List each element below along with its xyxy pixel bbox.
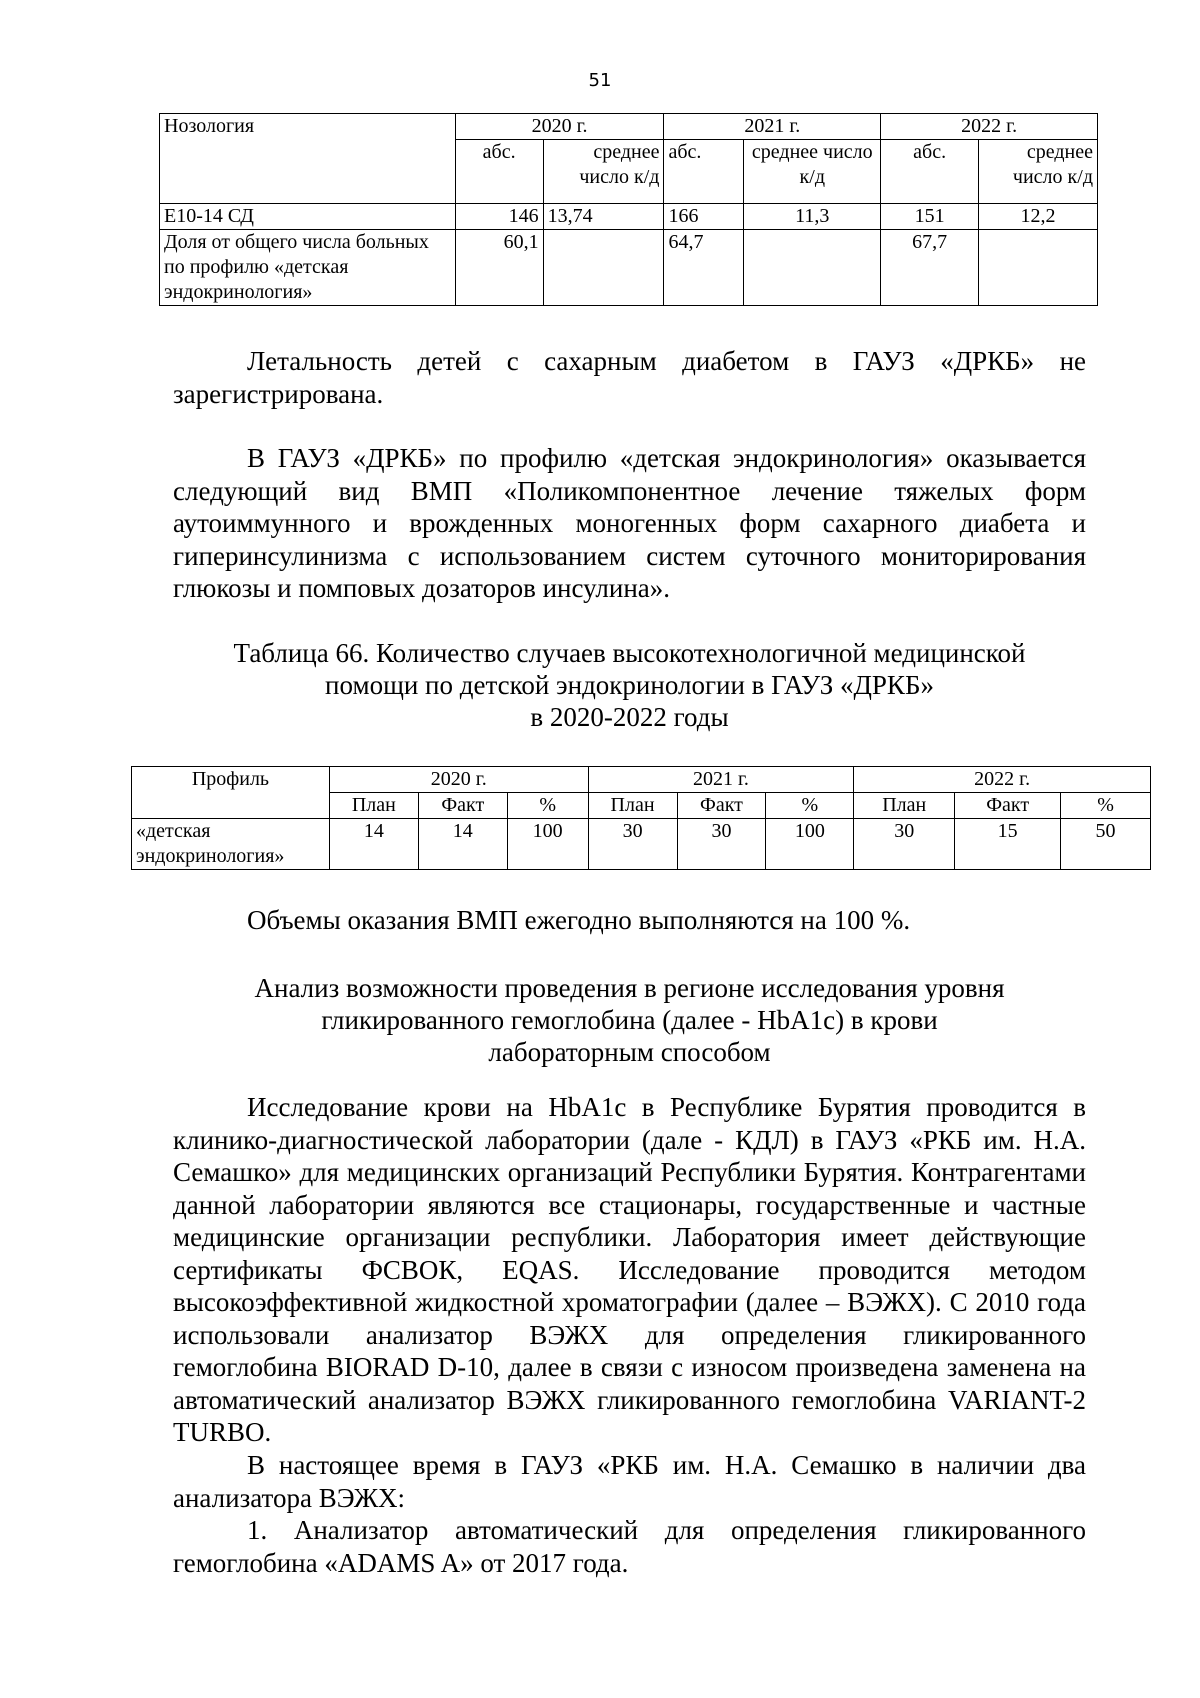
cell: 100 — [507, 819, 588, 870]
subheader-avg: среднее число к/д — [744, 140, 881, 204]
paragraph-current: В настоящее время в ГАУЗ «РКБ им. Н.А. Семашко в наличии два анализатора ВЭЖХ: — [173, 1450, 1086, 1513]
table-row — [160, 230, 1098, 306]
page-number: 51 — [588, 70, 612, 91]
paragraph-study: Исследование крови на HbA1c в Республике Бурятия проводится в клинико-диагностической лаборатории (дале - КДЛ) в ГАУЗ «РКБ им. Н.А. Семашко» для медицинских организаций Республики Бурятия. Контрагентами данной лаборатории являются все стационары, государственные и частные медицинские организации республики. Лаборатория имеет действующие сертификаты ФСВОК, EQAS. Исследование проводится методом высокоэффективной жидкостной хроматографии (далее – ВЭЖХ). С 2010 года использовали анализатор ВЭЖХ для определения гликированного гемоглобина BIORAD D-10, далее в связи с износом произведена заменена на автоматический анализатор ВЭЖХ гликированного гемоглобина VARIANT-2 TURBO. — [173, 1092, 1086, 1447]
cell: 50 — [1061, 819, 1151, 870]
cell: 13,74 — [543, 204, 664, 230]
section-heading — [173, 972, 1086, 1068]
header-year-2022: 2022 г. — [881, 114, 1098, 140]
caption-line: помощи по детской эндокринологии в ГАУЗ «ДРКБ» — [325, 670, 934, 700]
cell: 60,1 — [455, 230, 543, 306]
cell: 100 — [766, 819, 854, 870]
header-year-2020: 2020 г. — [329, 767, 588, 793]
table2-caption — [173, 637, 1086, 733]
cell: 67,7 — [881, 230, 979, 306]
subheader-fact: Факт — [955, 793, 1061, 819]
cell: 15 — [955, 819, 1061, 870]
row-label: Доля от общего числа больных по профилю «детская эндокринология» — [160, 230, 456, 306]
header-nosology: Нозология — [160, 114, 456, 204]
cell: 30 — [677, 819, 766, 870]
subheader-avg: среднее число к/д — [979, 140, 1098, 204]
paragraph-lethality: Летальность детей с сахарным диабетом в ГАУЗ «ДРКБ» не зарегистрирована. — [173, 346, 1086, 409]
cell: 14 — [329, 819, 418, 870]
row-label: Е10-14 СД — [160, 204, 456, 230]
heading-line: Анализ возможности проведения в регионе исследования уровня — [254, 973, 1005, 1003]
subheader-plan: План — [329, 793, 418, 819]
caption-line: Таблица 66. Количество случаев высокотехнологичной медицинской — [233, 638, 1026, 668]
subheader-abs: абс. — [664, 140, 744, 204]
table-row — [160, 204, 1098, 230]
nosology-table — [159, 113, 1098, 306]
cell: 146 — [455, 204, 543, 230]
cell: 11,3 — [744, 204, 881, 230]
paragraph-volumes: Объемы оказания ВМП ежегодно выполняются на 100 %. — [247, 905, 911, 935]
subheader-percent: % — [766, 793, 854, 819]
cell — [979, 230, 1098, 306]
cell: 64,7 — [664, 230, 744, 306]
cell: 151 — [881, 204, 979, 230]
table-row — [132, 819, 1151, 870]
subheader-percent: % — [507, 793, 588, 819]
cell: 30 — [588, 819, 677, 870]
vmp-table — [131, 766, 1151, 870]
header-year-2021: 2021 г. — [664, 114, 881, 140]
row-label: «детская эндокринология» — [132, 819, 330, 870]
cell: 12,2 — [979, 204, 1098, 230]
caption-line: в 2020-2022 годы — [530, 702, 729, 732]
subheader-percent: % — [1061, 793, 1151, 819]
subheader-abs: абс. — [455, 140, 543, 204]
paragraph-item-1: 1. Анализатор автоматический для определения гликированного гемоглобина «ADAMS A» от 2017 года. — [173, 1515, 1086, 1578]
subheader-plan: План — [588, 793, 677, 819]
paragraph-vmp: В ГАУЗ «ДРКБ» по профилю «детская эндокринология» оказывается следующий вид ВМП «Поликомпонентное лечение тяжелых форм аутоиммунного и врожденных моногенных форм сахарного диабета и гиперинсулинизма с использованием систем суточного мониторирования глюкозы и помповых дозаторов инсулина». — [173, 443, 1086, 603]
header-profile: Профиль — [132, 767, 330, 819]
cell: 14 — [418, 819, 507, 870]
subheader-abs: абс. — [881, 140, 979, 204]
subheader-avg: среднее число к/д — [543, 140, 664, 204]
subheader-plan: План — [854, 793, 955, 819]
cell — [543, 230, 664, 306]
cell — [744, 230, 881, 306]
header-year-2020: 2020 г. — [455, 114, 664, 140]
heading-line: лабораторным способом — [488, 1037, 771, 1067]
cell: 30 — [854, 819, 955, 870]
header-year-2022: 2022 г. — [854, 767, 1151, 793]
header-year-2021: 2021 г. — [588, 767, 854, 793]
heading-line: гликированного гемоглобина (далее - HbA1c) в крови — [321, 1005, 938, 1035]
subheader-fact: Факт — [677, 793, 766, 819]
subheader-fact: Факт — [418, 793, 507, 819]
cell: 166 — [664, 204, 744, 230]
